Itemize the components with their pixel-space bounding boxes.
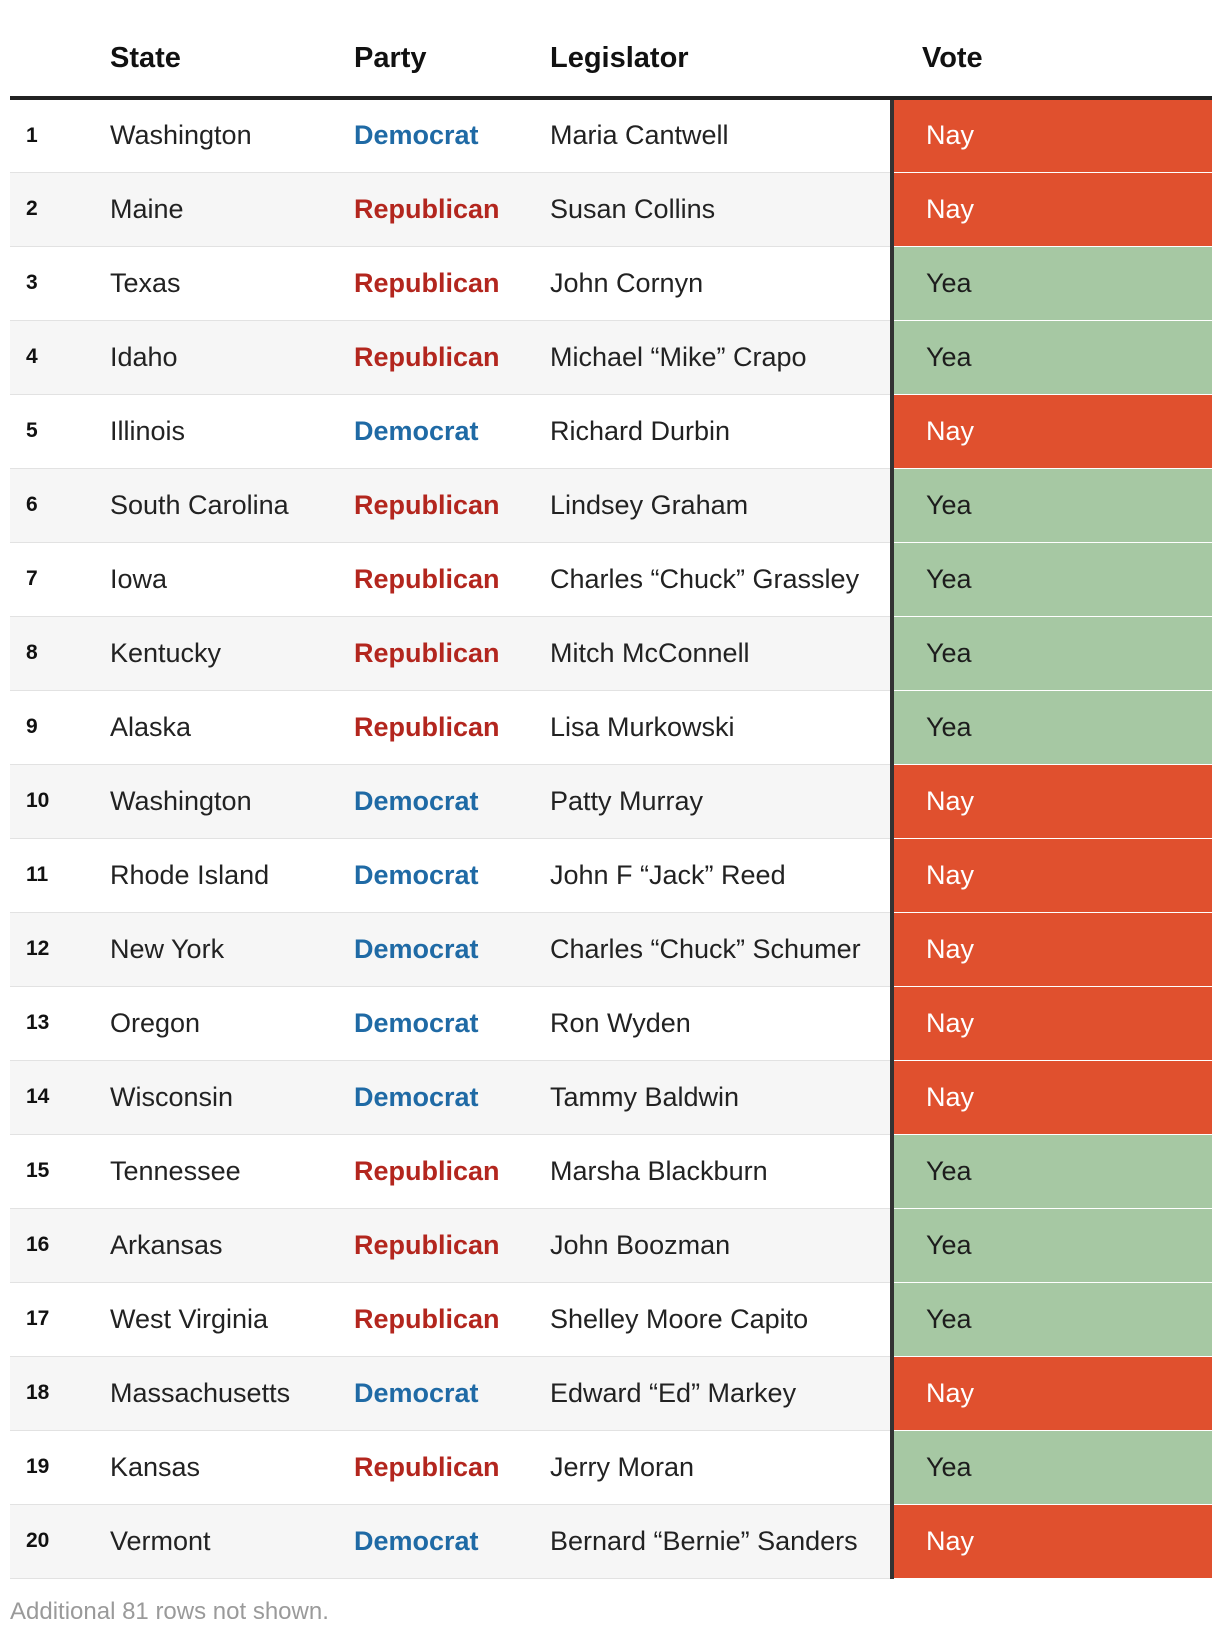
table-row — [10, 764, 1212, 838]
state-cell: Massachusetts — [110, 1356, 354, 1430]
table-row — [10, 690, 1212, 764]
party-cell: Republican — [354, 246, 550, 320]
state-cell: South Carolina — [110, 468, 354, 542]
vote-cell: Nay — [892, 172, 1212, 246]
state-cell: Washington — [110, 764, 354, 838]
table-row — [10, 320, 1212, 394]
table-row — [10, 1430, 1212, 1504]
state-cell: Washington — [110, 98, 354, 172]
vote-cell: Yea — [892, 1208, 1212, 1282]
row-number: 16 — [10, 1208, 110, 1282]
table-row — [10, 1356, 1212, 1430]
state-cell: Iowa — [110, 542, 354, 616]
table-row — [10, 246, 1212, 320]
vote-cell: Yea — [892, 320, 1212, 394]
row-number: 12 — [10, 912, 110, 986]
vote-cell: Yea — [892, 246, 1212, 320]
table-body — [10, 98, 1212, 1578]
party-cell: Republican — [354, 172, 550, 246]
row-number: 3 — [10, 246, 110, 320]
legislator-cell: Jerry Moran — [550, 1430, 892, 1504]
rows-not-shown-note: Additional 81 rows not shown. — [10, 1598, 329, 1625]
header-vote: Vote — [892, 0, 1212, 98]
vote-cell: Nay — [892, 764, 1212, 838]
party-cell: Democrat — [354, 764, 550, 838]
row-number: 4 — [10, 320, 110, 394]
legislator-cell: John F “Jack” Reed — [550, 838, 892, 912]
table-row — [10, 394, 1212, 468]
row-number: 7 — [10, 542, 110, 616]
party-cell: Democrat — [354, 1356, 550, 1430]
vote-cell: Yea — [892, 616, 1212, 690]
table-row — [10, 1134, 1212, 1208]
vote-cell: Yea — [892, 542, 1212, 616]
legislator-cell: Bernard “Bernie” Sanders — [550, 1504, 892, 1578]
state-cell: Alaska — [110, 690, 354, 764]
legislator-cell: Susan Collins — [550, 172, 892, 246]
table-row — [10, 1282, 1212, 1356]
row-number: 1 — [10, 98, 110, 172]
vote-cell: Nay — [892, 98, 1212, 172]
state-cell: Vermont — [110, 1504, 354, 1578]
row-number: 14 — [10, 1060, 110, 1134]
state-cell: Arkansas — [110, 1208, 354, 1282]
table-header-row — [10, 0, 1212, 98]
legislator-cell: Shelley Moore Capito — [550, 1282, 892, 1356]
row-number: 19 — [10, 1430, 110, 1504]
vote-cell: Nay — [892, 986, 1212, 1060]
row-number: 13 — [10, 986, 110, 1060]
header-party: Party — [354, 0, 550, 98]
row-number: 17 — [10, 1282, 110, 1356]
state-cell: Illinois — [110, 394, 354, 468]
row-number: 11 — [10, 838, 110, 912]
vote-cell: Yea — [892, 468, 1212, 542]
party-cell: Republican — [354, 320, 550, 394]
party-cell: Democrat — [354, 912, 550, 986]
party-cell: Republican — [354, 468, 550, 542]
vote-table-container — [10, 0, 1212, 1579]
vote-cell: Yea — [892, 1134, 1212, 1208]
legislator-cell: Michael “Mike” Crapo — [550, 320, 892, 394]
table-row — [10, 912, 1212, 986]
row-number: 8 — [10, 616, 110, 690]
party-cell: Democrat — [354, 98, 550, 172]
table-row — [10, 1208, 1212, 1282]
vote-cell: Nay — [892, 912, 1212, 986]
table-row — [10, 616, 1212, 690]
party-cell: Democrat — [354, 838, 550, 912]
table-row — [10, 98, 1212, 172]
vote-cell: Yea — [892, 1282, 1212, 1356]
table-row — [10, 468, 1212, 542]
state-cell: New York — [110, 912, 354, 986]
row-number: 18 — [10, 1356, 110, 1430]
state-cell: West Virginia — [110, 1282, 354, 1356]
header-num — [10, 0, 110, 98]
table-row — [10, 986, 1212, 1060]
vote-table — [10, 0, 1212, 1579]
state-cell: Wisconsin — [110, 1060, 354, 1134]
state-cell: Kentucky — [110, 616, 354, 690]
vote-cell: Yea — [892, 1430, 1212, 1504]
party-cell: Republican — [354, 1282, 550, 1356]
party-cell: Republican — [354, 1208, 550, 1282]
legislator-cell: Marsha Blackburn — [550, 1134, 892, 1208]
party-cell: Republican — [354, 1134, 550, 1208]
legislator-cell: John Cornyn — [550, 246, 892, 320]
state-cell: Rhode Island — [110, 838, 354, 912]
party-cell: Democrat — [354, 394, 550, 468]
legislator-cell: Mitch McConnell — [550, 616, 892, 690]
legislator-cell: Charles “Chuck” Schumer — [550, 912, 892, 986]
header-state: State — [110, 0, 354, 98]
legislator-cell: Maria Cantwell — [550, 98, 892, 172]
vote-cell: Nay — [892, 1060, 1212, 1134]
legislator-cell: Ron Wyden — [550, 986, 892, 1060]
row-number: 15 — [10, 1134, 110, 1208]
party-cell: Republican — [354, 616, 550, 690]
legislator-cell: Lindsey Graham — [550, 468, 892, 542]
row-number: 20 — [10, 1504, 110, 1578]
legislator-cell: John Boozman — [550, 1208, 892, 1282]
state-cell: Idaho — [110, 320, 354, 394]
row-number: 6 — [10, 468, 110, 542]
table-row — [10, 172, 1212, 246]
row-number: 2 — [10, 172, 110, 246]
row-number: 10 — [10, 764, 110, 838]
vote-cell: Nay — [892, 1504, 1212, 1578]
table-row — [10, 542, 1212, 616]
party-cell: Democrat — [354, 1060, 550, 1134]
table-row — [10, 838, 1212, 912]
vote-cell: Nay — [892, 1356, 1212, 1430]
row-number: 5 — [10, 394, 110, 468]
state-cell: Oregon — [110, 986, 354, 1060]
legislator-cell: Lisa Murkowski — [550, 690, 892, 764]
table-row — [10, 1060, 1212, 1134]
legislator-cell: Patty Murray — [550, 764, 892, 838]
vote-cell: Yea — [892, 690, 1212, 764]
row-number: 9 — [10, 690, 110, 764]
state-cell: Kansas — [110, 1430, 354, 1504]
legislator-cell: Tammy Baldwin — [550, 1060, 892, 1134]
state-cell: Texas — [110, 246, 354, 320]
vote-cell: Nay — [892, 838, 1212, 912]
state-cell: Maine — [110, 172, 354, 246]
party-cell: Republican — [354, 1430, 550, 1504]
state-cell: Tennessee — [110, 1134, 354, 1208]
vote-cell: Nay — [892, 394, 1212, 468]
party-cell: Republican — [354, 542, 550, 616]
header-legislator: Legislator — [550, 0, 892, 98]
party-cell: Republican — [354, 690, 550, 764]
table-row — [10, 1504, 1212, 1578]
legislator-cell: Edward “Ed” Markey — [550, 1356, 892, 1430]
legislator-cell: Charles “Chuck” Grassley — [550, 542, 892, 616]
party-cell: Democrat — [354, 1504, 550, 1578]
party-cell: Democrat — [354, 986, 550, 1060]
legislator-cell: Richard Durbin — [550, 394, 892, 468]
